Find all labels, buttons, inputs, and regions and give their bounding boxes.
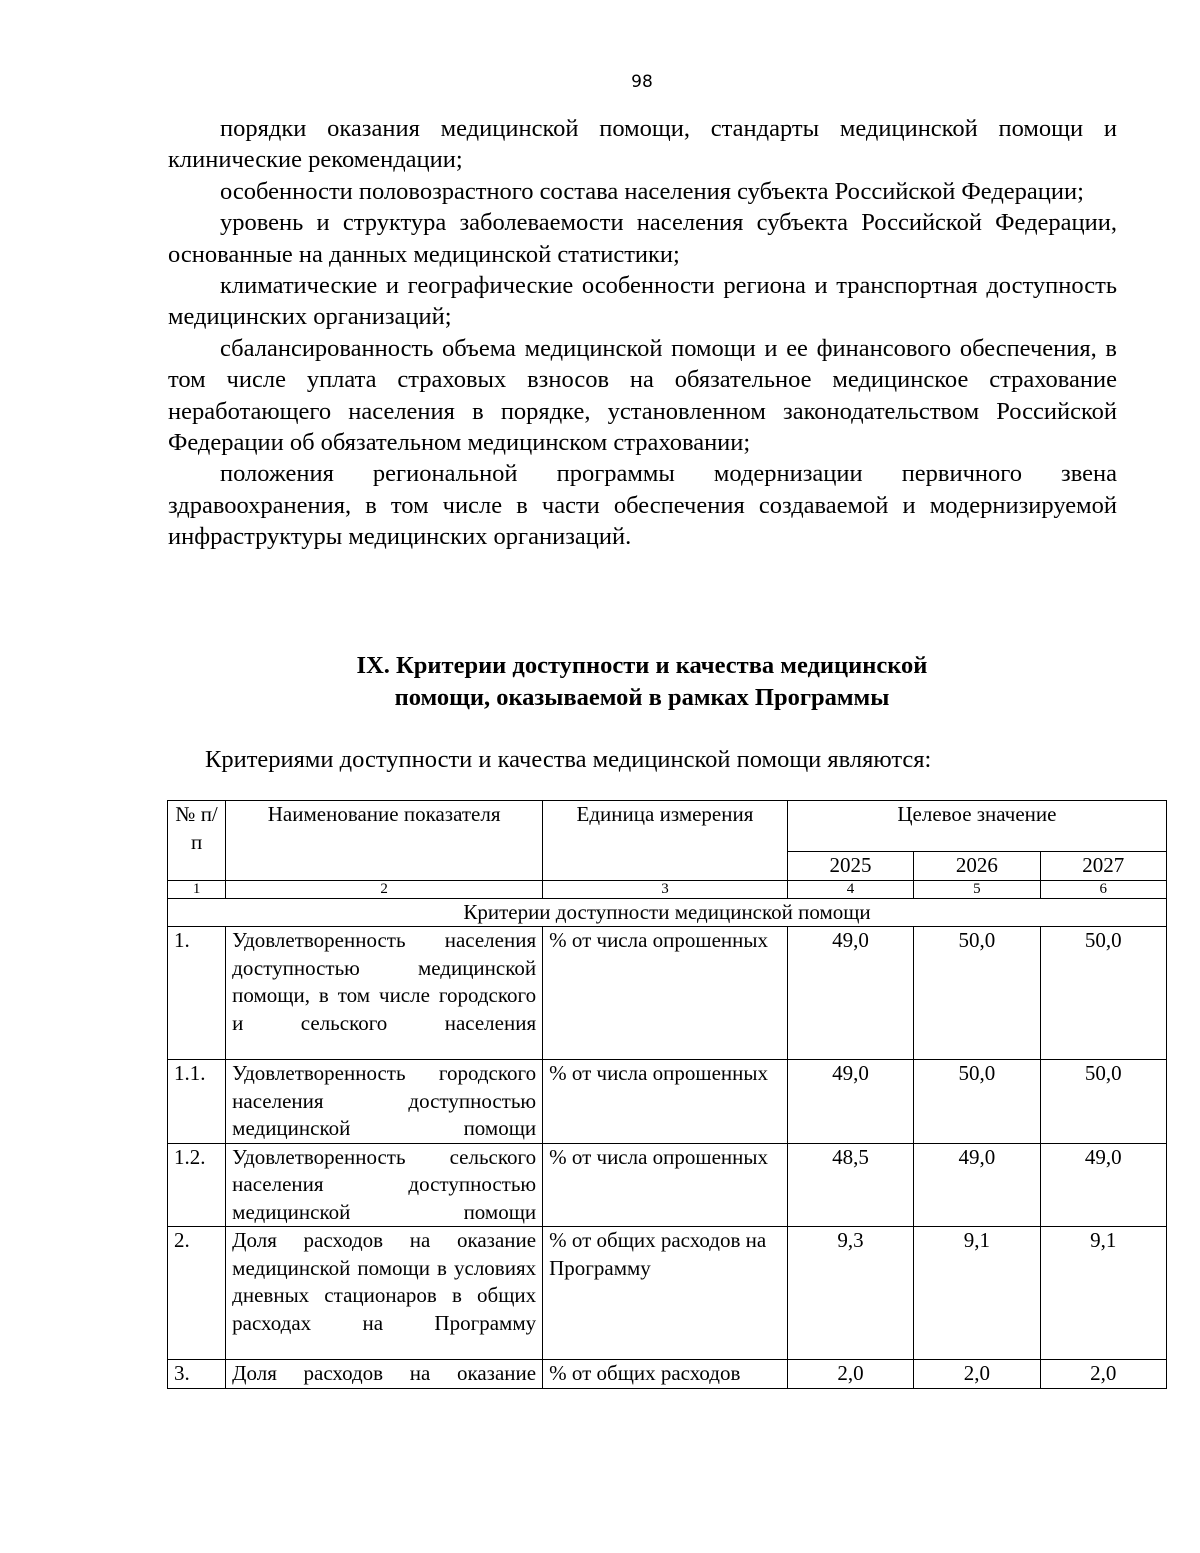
header-year: 2026 (914, 852, 1040, 881)
row-num: 1.2. (168, 1143, 226, 1227)
row-value: 2,0 (787, 1360, 913, 1389)
header-year: 2027 (1040, 852, 1166, 881)
row-num: 1. (168, 927, 226, 1060)
table-section-label: Критерии доступности медицинской помощи (168, 898, 1167, 927)
column-number: 1 (168, 880, 226, 898)
paragraph: уровень и структура заболеваемости населения субъекта Российской Федерации, основанные на данных медицинской статистики; (168, 209, 1117, 268)
row-unit: % от общих расходов (543, 1360, 788, 1389)
section-intro: Критериями доступности и качества медицинской помощи являются: (205, 746, 932, 773)
table-row (168, 1060, 1167, 1144)
table-row (168, 1360, 1167, 1389)
column-number: 3 (543, 880, 788, 898)
row-name: Доля расходов на оказание медицинской помощи в условиях дневных стационаров в общих расходах на Программу (226, 1227, 543, 1360)
row-value: 50,0 (1040, 1060, 1166, 1144)
table-header-row (168, 801, 1167, 852)
row-name: Удовлетворенность городского населения доступностью медицинской помощи (226, 1060, 543, 1144)
paragraph: порядки оказания медицинской помощи, стандарты медицинской помощи и клинические рекомендации; (168, 115, 1117, 174)
column-number: 4 (787, 880, 913, 898)
row-unit: % от общих расходов на Программу (543, 1227, 788, 1360)
row-name: Удовлетворенность сельского населения доступностью медицинской помощи (226, 1143, 543, 1227)
header-unit: Единица измерения (543, 801, 788, 881)
section-title-line: помощи, оказываемой в рамках Программы (394, 684, 890, 711)
paragraph: особенности половозрастного состава населения субъекта Российской Федерации; (220, 177, 1084, 205)
table-row (168, 1143, 1167, 1227)
criteria-table (167, 800, 1167, 1389)
row-value: 9,3 (787, 1227, 913, 1360)
section-title-line: IX. Критерии доступности и качества медицинской (356, 652, 928, 679)
column-number: 2 (226, 880, 543, 898)
row-unit: % от числа опрошенных (543, 1060, 788, 1144)
column-number: 6 (1040, 880, 1166, 898)
table-row (168, 927, 1167, 1060)
paragraph: положения региональной программы модернизации первичного звена здравоохранения, в том числе в части обеспечения создаваемой и модернизируемой инфраструктуры медицинских организаций. (168, 460, 1117, 551)
row-value: 49,0 (1040, 1143, 1166, 1227)
row-value: 49,0 (787, 927, 913, 1060)
row-value: 2,0 (1040, 1360, 1166, 1389)
table-row (168, 1227, 1167, 1360)
row-value: 50,0 (914, 927, 1040, 1060)
header-target: Целевое значение (787, 801, 1166, 852)
row-value: 9,1 (1040, 1227, 1166, 1360)
paragraph: климатические и географические особенности региона и транспортная доступность медицинских организаций; (168, 272, 1117, 331)
header-year: 2025 (787, 852, 913, 881)
column-number: 5 (914, 880, 1040, 898)
row-name: Доля расходов на оказание (226, 1360, 543, 1389)
section-title (0, 650, 1200, 714)
row-value: 50,0 (914, 1060, 1040, 1144)
header-num: № п/п (168, 801, 226, 881)
page-number: 98 (631, 72, 653, 92)
body-text (168, 113, 1117, 553)
row-unit: % от числа опрошенных (543, 1143, 788, 1227)
row-num: 3. (168, 1360, 226, 1389)
paragraph: сбалансированность объема медицинской помощи и ее финансового обеспечения, в том числе уплата страховых взносов на обязательное медицинское страхование неработающего населения в порядке, установленном законодательством Российской Федерации об обязательном медицинском страховании; (168, 334, 1117, 457)
column-number-row (168, 880, 1167, 898)
row-num: 2. (168, 1227, 226, 1360)
row-value: 49,0 (914, 1143, 1040, 1227)
table-section-row (168, 898, 1167, 927)
header-name: Наименование показателя (226, 801, 543, 881)
row-value: 2,0 (914, 1360, 1040, 1389)
row-value: 48,5 (787, 1143, 913, 1227)
row-value: 49,0 (787, 1060, 913, 1144)
row-name: Удовлетворенность населения доступностью медицинской помощи, в том числе городского и сельского населения (226, 927, 543, 1060)
row-unit: % от числа опрошенных (543, 927, 788, 1060)
row-num: 1.1. (168, 1060, 226, 1144)
row-value: 50,0 (1040, 927, 1166, 1060)
row-value: 9,1 (914, 1227, 1040, 1360)
